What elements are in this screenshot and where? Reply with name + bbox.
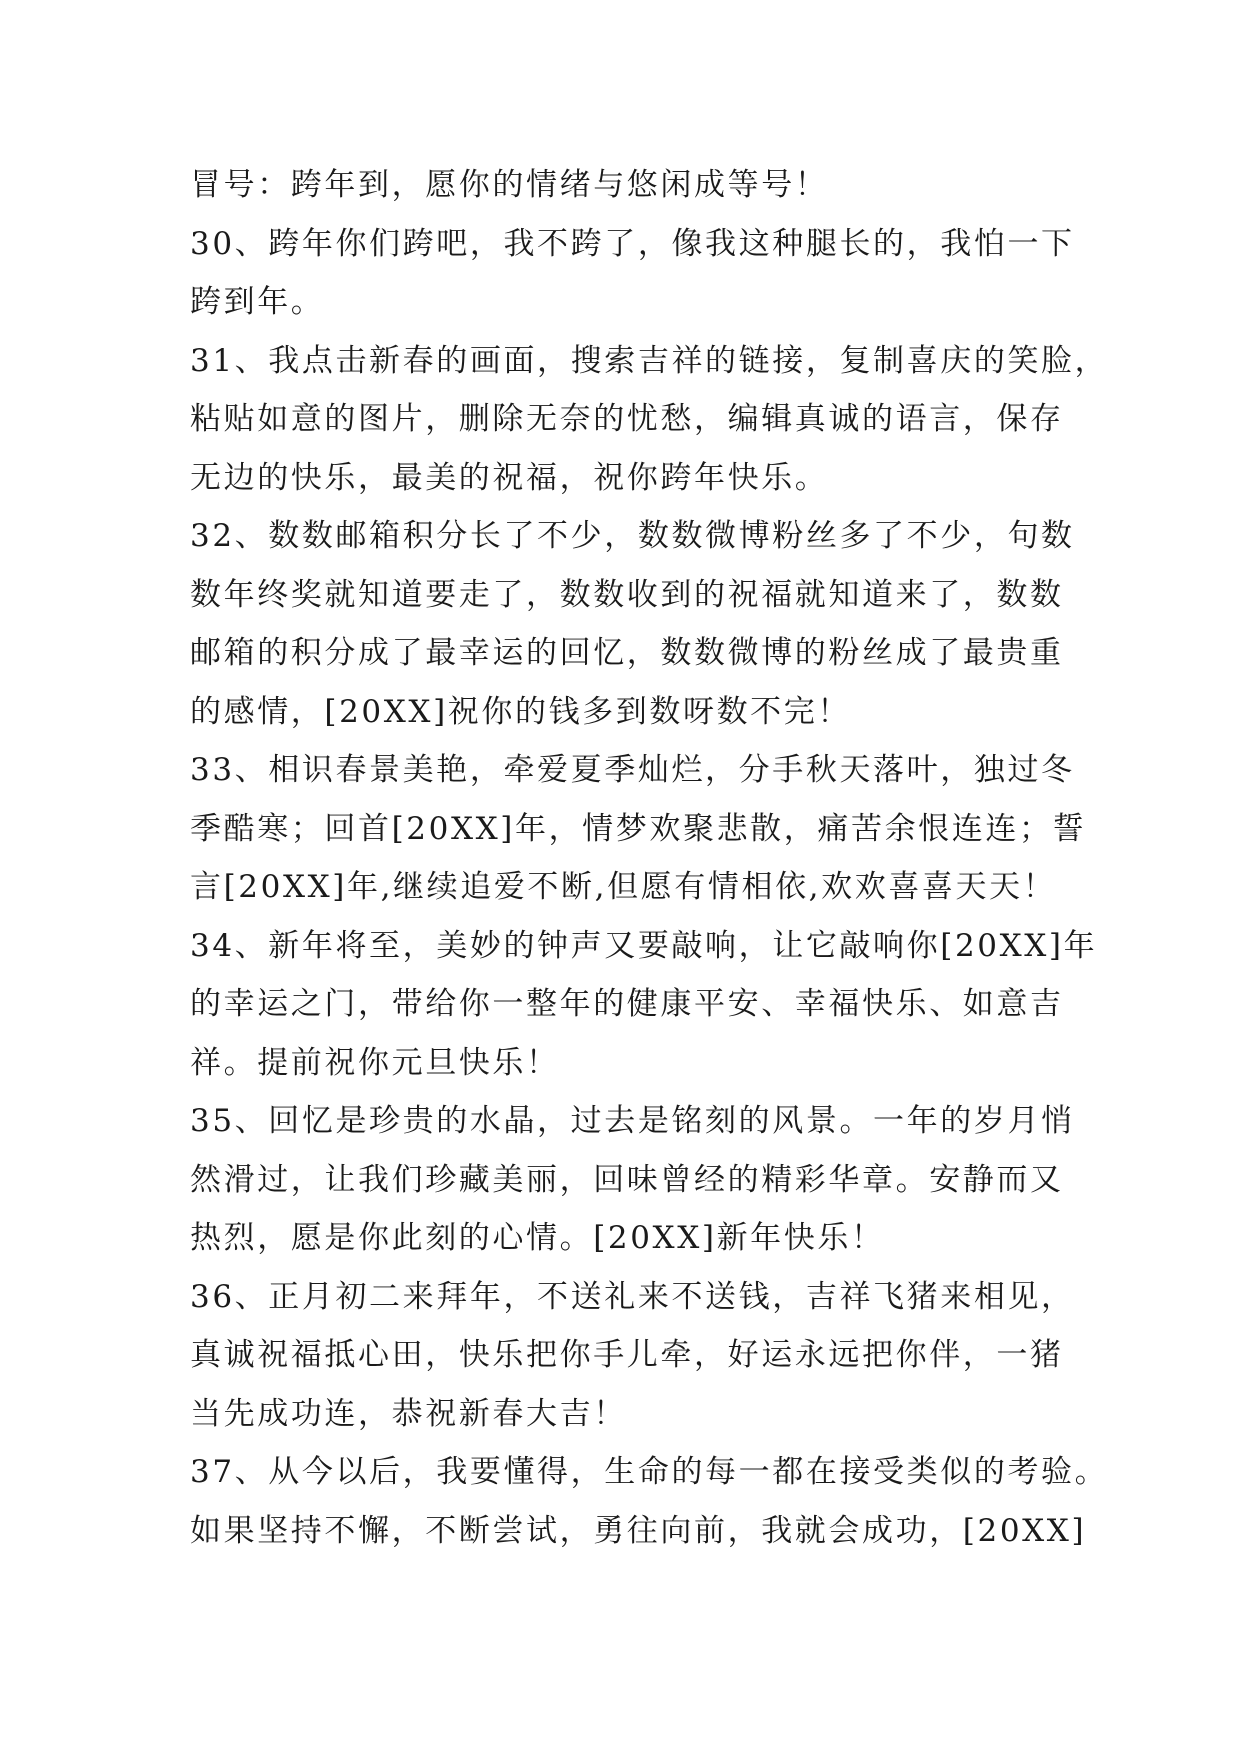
- text-line: 的感情，[20XX]祝你的钱多到数呀数不完！: [190, 693, 851, 730]
- text-line: 邮箱的积分成了最幸运的回忆，数数微博的粉丝成了最贵重: [190, 635, 1064, 671]
- text-line: 34、新年将至，美妙的钟声又要敲响，让它敲响你[20XX]年: [190, 927, 1098, 964]
- text-line: 37、从今以后，我要懂得，生命的每一都在接受类似的考验。: [190, 1454, 1109, 1490]
- text-line: 热烈，愿是你此刻的心情。[20XX]新年快乐！: [190, 1220, 885, 1256]
- text-line: 无边的快乐，最美的祝福，祝你跨年快乐。: [190, 459, 829, 496]
- text-line: 粘贴如意的图片，删除无奈的忧愁，编辑真诚的语言，保存: [190, 401, 1064, 437]
- text-line: 当先成功连，恭祝新春大吉！: [190, 1395, 627, 1432]
- text-line: 如果坚持不懈，不断尝试，勇往向前，我就会成功，[20XX]: [190, 1512, 1087, 1549]
- text-line: 数年终奖就知道要走了，数数收到的祝福就知道来了，数数: [190, 576, 1064, 613]
- text-line: 季酷寒；回首[20XX]年，情梦欢聚悲散，痛苦余恨连连；誓: [190, 810, 1087, 847]
- text-line: 33、相识春景美艳，牵爱夏季灿烂，分手秋天落叶，独过冬: [190, 752, 1075, 788]
- text-line: 然滑过，让我们珍藏美丽，回味曾经的精彩华章。安静而又: [190, 1161, 1064, 1198]
- text-line: 言[20XX]年,继续追爱不断,但愿有情相依,欢欢喜喜天天！: [190, 869, 1057, 905]
- text-line: 跨到年。: [190, 284, 325, 320]
- text-line: 冒号：跨年到，愿你的情绪与悠闲成等号！: [190, 167, 829, 203]
- text-line: 35、回忆是珍贵的水晶，过去是铭刻的风景。一年的岁月悄: [190, 1103, 1075, 1139]
- text-line: 32、数数邮箱积分长了不少，数数微博粉丝多了不少，句数: [190, 518, 1075, 554]
- text-line: 祥。提前祝你元旦快乐！: [190, 1044, 560, 1081]
- text-line: 真诚祝福抵心田，快乐把你手儿牵，好运永远把你伴，一猪: [190, 1337, 1064, 1373]
- text-line: 31、我点击新春的画面，搜索吉祥的链接，复制喜庆的笑脸，: [190, 342, 1109, 379]
- document-body: [190, 156, 1109, 1560]
- text-line: 的幸运之门，带给你一整年的健康平安、幸福快乐、如意吉: [190, 986, 1064, 1022]
- text-line: 36、正月初二来拜年，不送礼来不送钱，吉祥飞猪来相见，: [190, 1278, 1075, 1315]
- text-line: 30、跨年你们跨吧，我不跨了，像我这种腿长的，我怕一下: [190, 225, 1075, 262]
